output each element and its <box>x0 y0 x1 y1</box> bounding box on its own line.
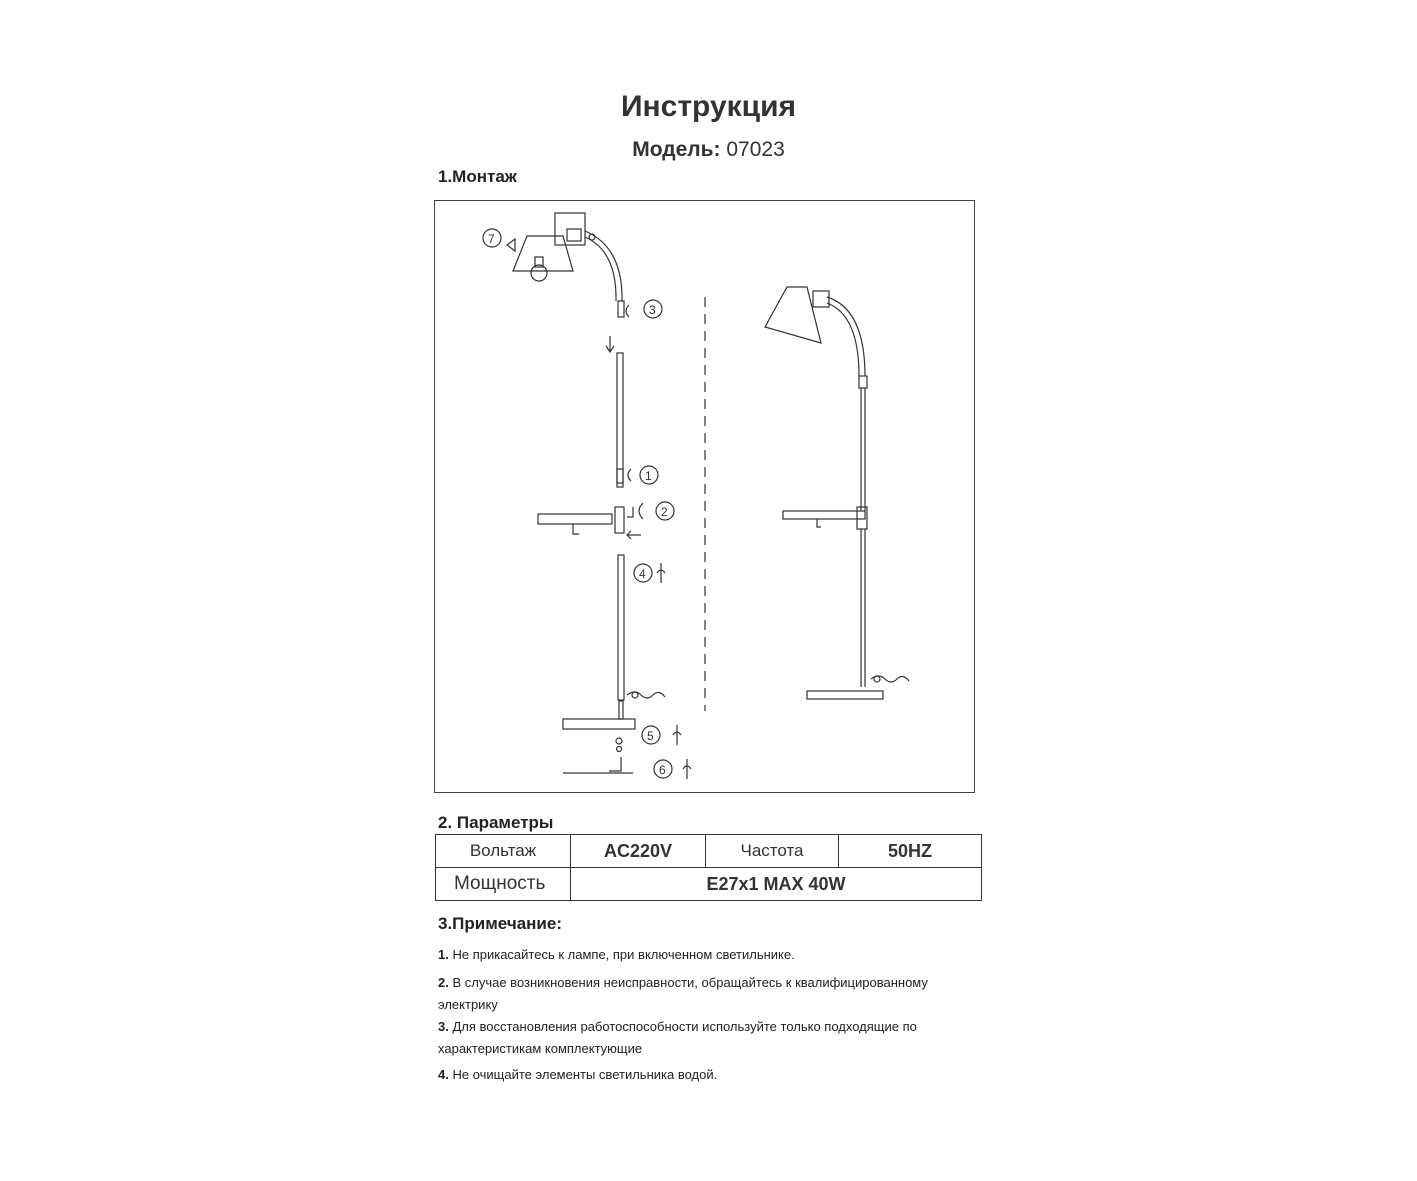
note-item <box>438 972 998 1016</box>
power-label: Мощность <box>436 868 571 901</box>
note-item <box>438 1016 998 1060</box>
power-value: E27x1 MAX 40W <box>571 868 982 901</box>
model-label: Модель: <box>632 138 721 161</box>
parameters-table <box>435 834 982 901</box>
note-text: Для восстановления работоспособности используйте только подходящие по <box>452 1019 917 1034</box>
note-number: 1. <box>438 947 449 962</box>
step-label-7: 7 <box>488 232 495 246</box>
note-text: Не очищайте элементы светильника водой. <box>452 1067 718 1082</box>
table-row <box>436 868 982 901</box>
assembly-drawing <box>435 201 974 792</box>
step-label-6: 6 <box>659 763 666 777</box>
note-text-continued: характеристикам комплектующие <box>438 1041 643 1056</box>
note-number: 3. <box>438 1019 449 1034</box>
note-text: В случае возникновения неисправности, обращайтесь к квалифицированному <box>452 975 928 990</box>
step-label-3: 3 <box>649 303 656 317</box>
note-item <box>438 1064 998 1086</box>
section-parameters-heading: 2. Параметры <box>438 813 554 832</box>
step-label-2: 2 <box>661 505 668 519</box>
page-title: Инструкция <box>620 90 797 123</box>
model-value: 07023 <box>726 138 785 161</box>
note-text: Не прикасайтесь к лампе, при включенном светильнике. <box>452 947 795 962</box>
section-notes-heading: 3.Примечание: <box>438 914 562 933</box>
note-number: 2. <box>438 975 449 990</box>
note-number: 4. <box>438 1067 449 1082</box>
assembly-diagram <box>434 200 975 793</box>
step-label-4: 4 <box>639 567 646 581</box>
frequency-label: Частота <box>706 835 839 868</box>
table-row <box>436 835 982 868</box>
voltage-label: Вольтаж <box>436 835 571 868</box>
voltage-value: AC220V <box>571 835 706 868</box>
model-line <box>0 138 1417 162</box>
step-label-5: 5 <box>647 729 654 743</box>
section-mounting-heading: 1.Монтаж <box>438 167 517 186</box>
note-item <box>438 944 998 966</box>
step-label-1: 1 <box>645 469 652 483</box>
note-text-continued: электрику <box>438 997 498 1012</box>
frequency-value: 50HZ <box>839 835 982 868</box>
